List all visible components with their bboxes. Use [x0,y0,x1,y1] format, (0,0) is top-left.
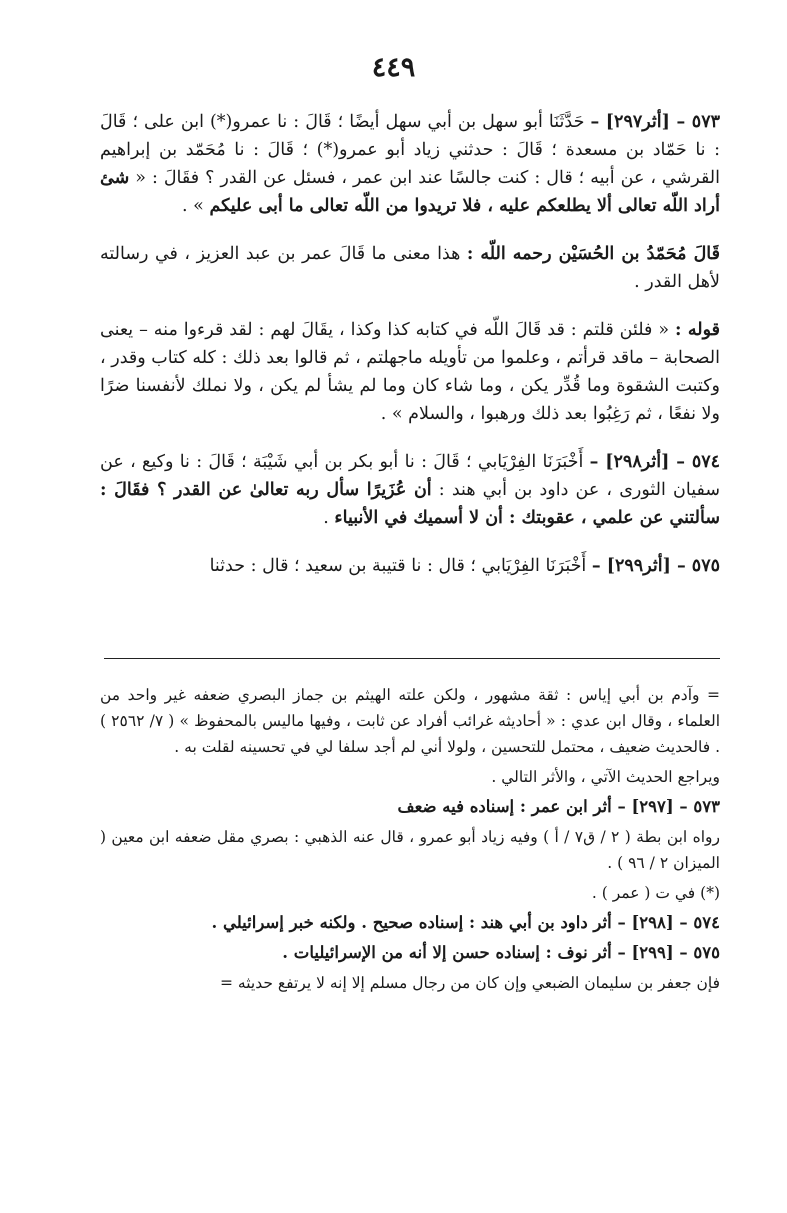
footnote-575-text: فإن جعفر بن سليمان الضبعي وإن كان من رجال مسلم إلا إنه لا يرتفع حديثه = [220,974,720,992]
page-number: ٤٤٩ [371,52,416,83]
footnote-heading-575: ٥٧٥ – [٢٩٩] – أثر نوف : إسناده حسن إلا أنه من الإسرائيليات . [282,943,720,962]
footnote-573-text: رواه ابن بطة ( ٢ / ق٧ / أ ) وفيه زياد أبو عمرو ، قال عنه الذهبي : بصري مقل ضعفه ابن معين ( الميزان ٢ / ٩٦ ) . [100,828,720,872]
footnote-divider [104,658,720,659]
narration-574-quote: أن عُزَيرًا سأل ربه تعالىٰ عن القدر ؟ فقَالَ : سألتني عن علمي ، عقوبتك : أن لا أسميك في الأنبياء [100,480,720,528]
quote-text: « فلئن قلتم : قد قَالَ اللّه في كتابه كذا وكذا ، يقَالَ لهم : لقد قرءوا منه – يعنى الصحابة – ماقد قرأتم ، وعلموا من تأويله ماجهلتم ، ثم قالوا بعد ذلك : كله كتاب وقدر ، وكتبت الشقوة وما قُدِّر يكن ، وما شاء كان وما لم يشأ لم يكن ، ولا نملك لأنفسنا ضرًا ولا نفعًا ، ثم رَغِبُوا بعد ذلك ورهبوا ، والسلام » . [100,320,720,424]
quote-paragraph [100,316,720,428]
narration-573-text: حَدَّثَنَا أبو سهل بن أبي سهل أيضًا ؛ قَالَ : نا عمرو(*) ابن على ؛ قَالَ : نا حَمّاد بن مسعدة ؛ قَالَ : حدثني زياد أبو عمرو(*) ؛ قَالَ : نا مُحَمّد بن إبراهيم القرشي ، عن أبيه ؛ قال : كنت جالسًا عند ابن عمر ، فسئل عن القدر ؟ فقَالَ : « [100,112,720,188]
narration-575-heading: ٥٧٥ – [أثر٢٩٩] – [591,556,720,576]
narration-574 [100,448,720,532]
narration-574-heading: ٥٧٤ – [أثر٢٩٨] – [589,452,721,472]
narration-575-text: أَخْبَرَنَا الفِرْيَابي ؛ قال : نا قتيبة بن سعيد ؛ قال : حدثنا [209,556,592,576]
narration-573 [100,108,720,220]
footnotes [100,682,720,1000]
footnote-continued: = وآدم بن أبي إياس : ثقة مشهور ، ولكن علته الهيثم بن جماز البصري ضعفه غير واحد من العلماء ، وقال ابن عدي : « أحاديثه غرائب أفراد عن ثابت ، وفيها ماليس بالمحفوظ » ( ٧/ ٢٥٦٢ ) . فالحديث ضعيف ، محتمل للتحسين ، ولولا أني لم أجد سلفا لي في تحسينه لقلت به . [100,686,720,756]
footnote-heading-574: ٥٧٤ – [٢٩٨] – أثر داود بن أبي هند : إسناده صحيح . ولكنه خبر إسرائيلي . [211,913,720,932]
narration-573-quote: شئ أراد اللّه تعالى ألا يطلعكم عليه ، فلا تريدوا من اللّه تعالى ما أبى عليكم [100,168,720,216]
main-text [100,108,720,600]
footnote-reference: ويراجع الحديث الآتي ، والأثر التالي . [491,768,720,786]
narration-573-heading: ٥٧٣ – [أثر٢٩٧] – [590,112,720,132]
footnote-heading-573: ٥٧٣ – [٢٩٧] – أثر ابن عمر : إسناده فيه ضعف [397,797,720,816]
author-comment [100,240,720,296]
quote-heading: قوله : [674,320,720,340]
narration-574-end: . [323,508,335,528]
narration-574-text: أَخْبَرَنَا الفِرْيَابي ؛ قَالَ : نا أبو بكر بن أبي شَيْبَة ؛ قَالَ : نا وكيع ، عن سفيان الثورى ، عن داود بن أبي هند : [100,452,720,500]
narration-573-end: » . [182,196,210,216]
narration-575 [100,552,720,580]
author-comment-heading: قَالَ مُحَمّدُ بن الحُسَيْن رحمه اللّه : [466,244,720,264]
author-comment-text: هذا معنى ما قَالَ عمر بن عبد العزيز ، في رسالته لأهل القدر . [100,244,720,292]
footnote-variant-note: (*) في ت ( عمر ) . [591,884,720,902]
